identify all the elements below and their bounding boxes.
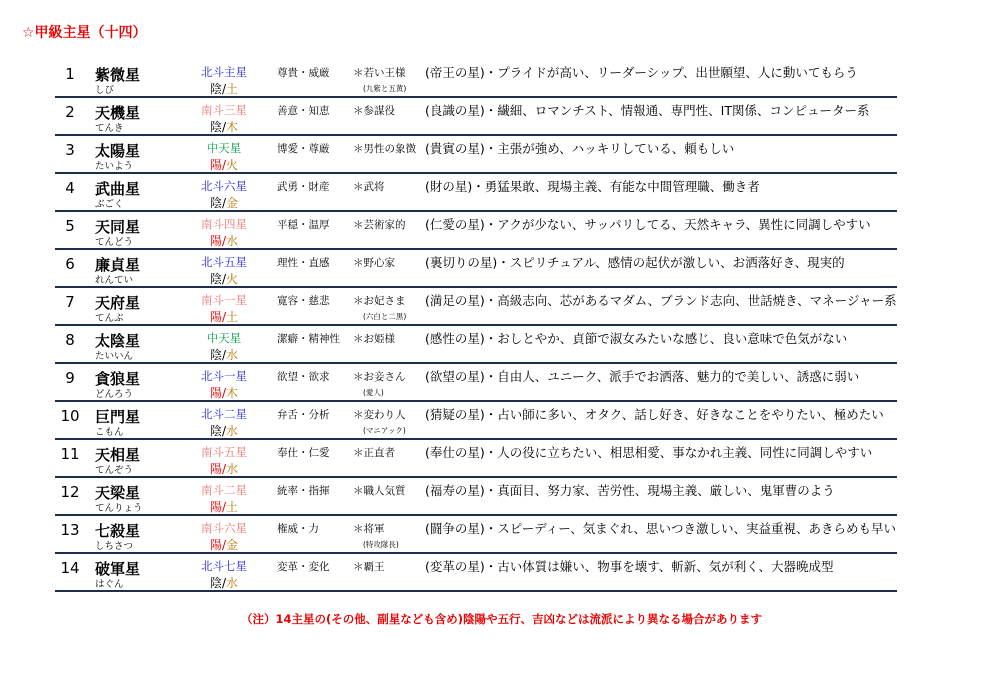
star-yinyang-element bbox=[181, 308, 267, 325]
star-role-note: (愛人) bbox=[363, 388, 384, 397]
star-yinyang: 陽 bbox=[209, 500, 222, 514]
star-role-note: (マニアック) bbox=[363, 426, 406, 435]
star-reading: てんぞう bbox=[95, 465, 134, 476]
star-reading: はぐん bbox=[95, 579, 124, 590]
yinyang-separator: / bbox=[221, 386, 227, 400]
yinyang-separator: / bbox=[221, 538, 227, 552]
star-role: ＊正直者 bbox=[353, 447, 395, 459]
star-group: 南斗一星 bbox=[201, 293, 247, 307]
star-description: (闘争の星)・スピーディー、気まぐれ、思いつき激しい、実益重視、あきらめも早い bbox=[425, 521, 897, 536]
star-yinyang: 陰 bbox=[209, 120, 222, 134]
star-row bbox=[55, 98, 897, 136]
footnote: （注）14主星の(その他、副星なども含め)陰陽や五行、吉凶などは流派により異なる場合があります bbox=[240, 612, 762, 626]
star-yinyang-element bbox=[181, 156, 267, 173]
star-row bbox=[55, 212, 897, 250]
star-name: 紫微星 bbox=[95, 66, 141, 84]
star-yinyang: 陽 bbox=[209, 234, 222, 248]
star-group: 北斗七星 bbox=[201, 559, 247, 573]
star-name: 七殺星 bbox=[95, 522, 141, 540]
star-reading: てんどう bbox=[95, 237, 134, 248]
star-number: 13 bbox=[60, 521, 80, 539]
star-yinyang: 陰 bbox=[209, 82, 222, 96]
star-description: (福寿の星)・真面目、努力家、苦労性、現場主義、厳しい、鬼軍曹のよう bbox=[425, 483, 835, 498]
star-yinyang-element bbox=[181, 460, 267, 477]
yinyang-separator: / bbox=[221, 82, 227, 96]
star-description: (仁愛の星)・アクが少ない、サッパリしてる、天然キャラ、異性に同調しやすい bbox=[425, 217, 871, 232]
star-yinyang: 陰 bbox=[209, 272, 222, 286]
star-name: 破軍星 bbox=[95, 560, 141, 578]
star-description: (貴賓の星)・主張が強め、ハッキリしている、頼もしい bbox=[425, 141, 735, 156]
star-number: 6 bbox=[65, 255, 75, 273]
star-role-note: (九紫と五黄) bbox=[363, 84, 407, 93]
star-yinyang: 陰 bbox=[209, 196, 222, 210]
star-role: ＊若い王様 bbox=[353, 67, 406, 79]
star-name: 貪狼星 bbox=[95, 370, 141, 388]
star-element: 火 bbox=[226, 272, 239, 286]
star-keywords: 理性・直感 bbox=[277, 257, 330, 269]
star-element: 金 bbox=[226, 196, 239, 210]
star-name: 巨門星 bbox=[95, 408, 141, 426]
star-row bbox=[55, 288, 897, 326]
star-reading: てんき bbox=[95, 123, 124, 134]
star-yinyang-element bbox=[181, 194, 267, 211]
yinyang-separator: / bbox=[221, 424, 227, 438]
star-row bbox=[55, 364, 897, 402]
star-number: 10 bbox=[60, 407, 80, 425]
star-element: 土 bbox=[226, 82, 239, 96]
star-keywords: 博愛・尊厳 bbox=[277, 143, 330, 155]
star-reading: たいよう bbox=[95, 161, 134, 172]
star-keywords: 寛容・慈悲 bbox=[277, 295, 330, 307]
star-keywords: 潔癖・精神性 bbox=[277, 333, 340, 345]
star-reading: しび bbox=[95, 85, 115, 96]
star-keywords: 善意・知恵 bbox=[277, 105, 330, 117]
yinyang-separator: / bbox=[221, 234, 227, 248]
star-yinyang: 陰 bbox=[209, 348, 222, 362]
star-number: 7 bbox=[65, 293, 75, 311]
star-name: 天梁星 bbox=[95, 484, 141, 502]
star-name: 天府星 bbox=[95, 294, 141, 312]
star-role: ＊覇王 bbox=[353, 561, 385, 573]
page-title: ☆甲級主星（十四） bbox=[22, 25, 147, 41]
star-number: 3 bbox=[65, 141, 75, 159]
star-element: 木 bbox=[226, 120, 239, 134]
star-name: 武曲星 bbox=[95, 180, 141, 198]
star-yinyang-element bbox=[181, 498, 267, 515]
star-number: 11 bbox=[60, 445, 80, 463]
star-number: 8 bbox=[65, 331, 75, 349]
star-keywords: 尊貴・威厳 bbox=[277, 67, 330, 79]
star-role: ＊野心家 bbox=[353, 257, 395, 269]
star-keywords: 武勇・財産 bbox=[277, 181, 330, 193]
star-description: (欲望の星)・自由人、ユニーク、派手でお洒落、魅力的で美しい、誘惑に弱い bbox=[425, 369, 860, 384]
star-group: 南斗三星 bbox=[201, 103, 247, 117]
star-yinyang-element bbox=[181, 118, 267, 135]
star-yinyang-element bbox=[181, 422, 267, 439]
star-yinyang: 陽 bbox=[209, 538, 222, 552]
star-number: 4 bbox=[65, 179, 75, 197]
star-yinyang-element bbox=[181, 270, 267, 287]
star-reading: しちさつ bbox=[95, 541, 134, 552]
star-element: 金 bbox=[226, 538, 239, 552]
yinyang-separator: / bbox=[221, 462, 227, 476]
star-role: ＊芸術家的 bbox=[353, 219, 406, 231]
star-row bbox=[55, 136, 897, 174]
star-reading: こもん bbox=[95, 427, 124, 438]
star-group: 北斗主星 bbox=[201, 65, 247, 79]
star-row bbox=[55, 60, 897, 98]
yinyang-separator: / bbox=[221, 310, 227, 324]
star-group: 南斗二星 bbox=[201, 483, 247, 497]
yinyang-separator: / bbox=[221, 120, 227, 134]
star-row bbox=[55, 478, 897, 516]
star-number: 2 bbox=[65, 103, 75, 121]
star-group: 北斗一星 bbox=[201, 369, 247, 383]
star-group: 南斗六星 bbox=[201, 521, 247, 535]
star-name: 天機星 bbox=[95, 104, 141, 122]
star-group: 中天星 bbox=[206, 141, 242, 155]
star-description: (裏切りの星)・スピリチュアル、感情の起伏が激しい、お洒落好き、現実的 bbox=[425, 255, 845, 270]
star-yinyang: 陰 bbox=[209, 576, 222, 590]
star-description: (猜疑の星)・占い師に多い、オタク、話し好き、好きなことをやりたい、極めたい bbox=[425, 407, 884, 422]
star-role: ＊参謀役 bbox=[353, 105, 395, 117]
star-description: (帝王の星)・プライドが高い、リーダーシップ、出世願望、人に動いてもらう bbox=[425, 65, 858, 80]
star-yinyang-element bbox=[181, 80, 267, 97]
star-reading: てんりょう bbox=[95, 503, 143, 514]
star-yinyang: 陽 bbox=[209, 462, 222, 476]
star-keywords: 欲望・欲求 bbox=[277, 371, 330, 383]
star-name: 太陰星 bbox=[95, 332, 141, 350]
star-keywords: 統率・指揮 bbox=[277, 485, 330, 497]
star-role: ＊武将 bbox=[353, 181, 385, 193]
star-reading: てんぷ bbox=[95, 313, 124, 324]
star-yinyang-element bbox=[181, 574, 267, 591]
star-keywords: 平穏・温厚 bbox=[277, 219, 330, 231]
star-group: 北斗六星 bbox=[201, 179, 247, 193]
star-description: (良識の星)・繊細、ロマンチスト、情報通、専門性、IT関係、コンピューター系 bbox=[425, 103, 870, 118]
star-keywords: 権威・力 bbox=[277, 523, 319, 535]
star-number: 12 bbox=[60, 483, 80, 501]
yinyang-separator: / bbox=[221, 196, 227, 210]
star-role: ＊お妾さん bbox=[353, 371, 406, 383]
star-number: 1 bbox=[65, 65, 75, 83]
star-element: 水 bbox=[226, 576, 239, 590]
star-yinyang-element bbox=[181, 536, 267, 553]
star-number: 9 bbox=[65, 369, 75, 387]
star-row bbox=[55, 440, 897, 478]
star-row bbox=[55, 402, 897, 440]
yinyang-separator: / bbox=[221, 500, 227, 514]
star-element: 土 bbox=[226, 310, 239, 324]
star-element: 木 bbox=[226, 386, 239, 400]
star-role: ＊お妃さま bbox=[353, 295, 406, 307]
star-yinyang-element bbox=[181, 232, 267, 249]
star-description: (変革の星)・古い体質は嫌い、物事を壊す、斬新、気が利く、大器晩成型 bbox=[425, 559, 834, 574]
star-row bbox=[55, 250, 897, 288]
yinyang-separator: / bbox=[221, 348, 227, 362]
star-name: 天同星 bbox=[95, 218, 141, 236]
star-role: ＊男性の象徴 bbox=[353, 143, 416, 155]
star-name: 廉貞星 bbox=[95, 256, 141, 274]
star-role: ＊将軍 bbox=[353, 523, 385, 535]
star-number: 14 bbox=[60, 559, 80, 577]
star-row bbox=[55, 174, 897, 212]
yinyang-separator: / bbox=[221, 272, 227, 286]
star-row bbox=[55, 554, 897, 592]
star-role-note: (六白と二黒) bbox=[363, 312, 407, 321]
star-description: (財の星)・勇猛果敢、現場主義、有能な中間管理職、働き者 bbox=[425, 179, 760, 194]
star-yinyang-element bbox=[181, 346, 267, 363]
star-row bbox=[55, 326, 897, 364]
star-yinyang: 陽 bbox=[209, 386, 222, 400]
star-description: (奉仕の星)・人の役に立ちたい、相思相愛、事なかれ主義、同性に同調しやすい bbox=[425, 445, 873, 460]
star-group: 南斗五星 bbox=[201, 445, 247, 459]
star-role-note: (特攻隊長) bbox=[363, 540, 399, 549]
star-group: 北斗五星 bbox=[201, 255, 247, 269]
star-yinyang: 陰 bbox=[209, 424, 222, 438]
star-keywords: 変革・変化 bbox=[277, 561, 330, 573]
star-element: 火 bbox=[226, 158, 239, 172]
star-element: 水 bbox=[226, 348, 239, 362]
star-reading: どんろう bbox=[95, 389, 134, 400]
star-element: 水 bbox=[226, 424, 239, 438]
star-row bbox=[55, 516, 897, 554]
star-element: 水 bbox=[226, 462, 239, 476]
star-element: 水 bbox=[226, 234, 239, 248]
star-group: 北斗二星 bbox=[201, 407, 247, 421]
star-description: (満足の星)・高級志向、芯があるマダム、ブランド志向、世話焼き、マネージャー系 bbox=[425, 293, 897, 308]
star-group: 南斗四星 bbox=[201, 217, 247, 231]
star-description: (感性の星)・おしとやか、貞節で淑女みたいな感じ、良い意味で色気がない bbox=[425, 331, 848, 346]
star-group: 中天星 bbox=[206, 331, 242, 345]
star-role: ＊変わり人 bbox=[353, 409, 406, 421]
star-table bbox=[55, 60, 897, 592]
yinyang-separator: / bbox=[221, 158, 227, 172]
star-element: 土 bbox=[226, 500, 239, 514]
star-name: 天相星 bbox=[95, 446, 141, 464]
star-role: ＊お姫様 bbox=[353, 333, 395, 345]
star-number: 5 bbox=[65, 217, 75, 235]
star-reading: たいいん bbox=[95, 351, 134, 362]
star-yinyang: 陽 bbox=[209, 310, 222, 324]
yinyang-separator: / bbox=[221, 576, 227, 590]
star-yinyang-element bbox=[181, 384, 267, 401]
star-name: 太陽星 bbox=[95, 142, 141, 160]
star-yinyang: 陽 bbox=[209, 158, 222, 172]
star-reading: ぶごく bbox=[95, 199, 124, 210]
star-role: ＊職人気質 bbox=[353, 485, 406, 497]
star-keywords: 弁舌・分析 bbox=[277, 409, 330, 421]
star-reading: れんてい bbox=[95, 275, 134, 286]
star-keywords: 奉仕・仁愛 bbox=[277, 447, 330, 459]
